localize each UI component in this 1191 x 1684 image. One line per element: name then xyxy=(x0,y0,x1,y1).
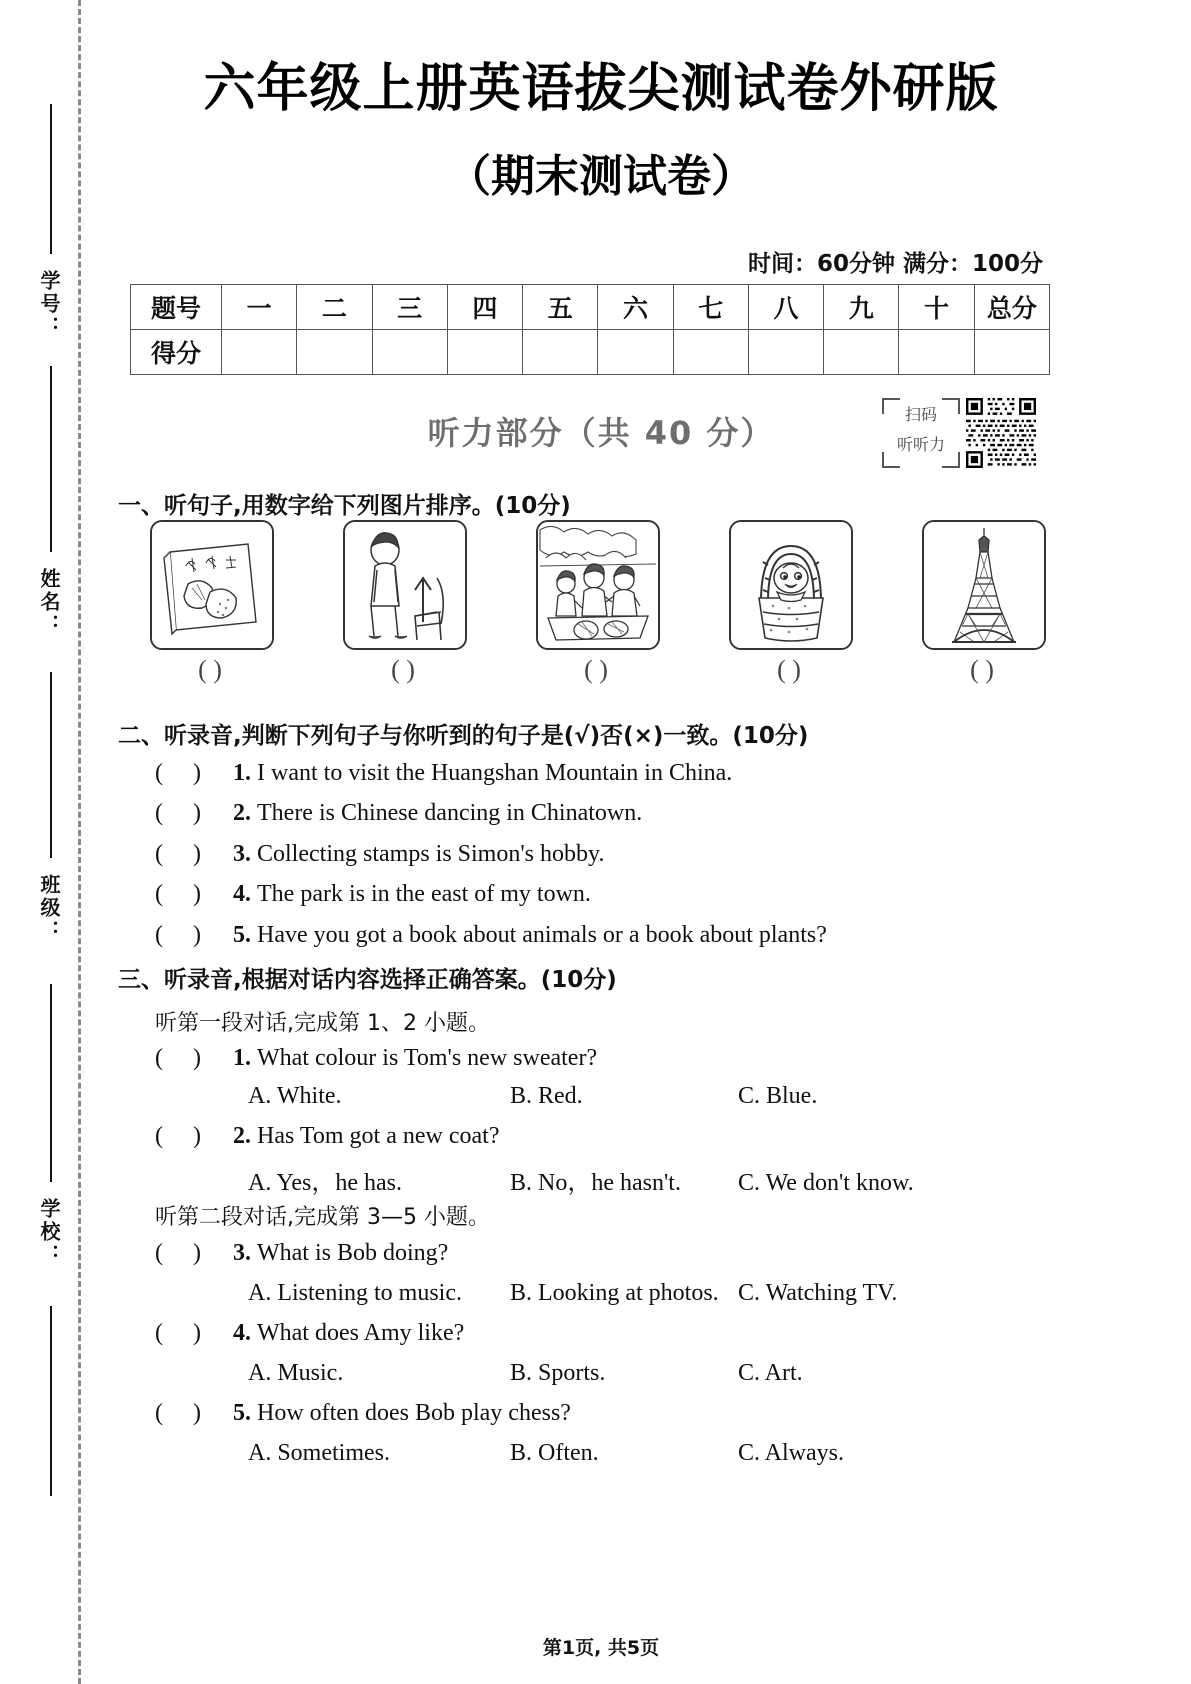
option-a[interactable]: A. White. xyxy=(248,1083,342,1109)
option-a[interactable]: A. Sometimes. xyxy=(248,1440,390,1466)
question-2-item-1[interactable] xyxy=(155,760,732,787)
qr-caption-line2: 听听力 xyxy=(896,435,945,454)
answer-slot-2[interactable]: ( ) xyxy=(391,655,415,684)
score-cell-1[interactable] xyxy=(222,330,297,375)
item-number: 3. xyxy=(233,841,251,867)
exam-meta-info: 时间：60分钟 满分：100分 xyxy=(747,251,1043,277)
question-3-item-1[interactable] xyxy=(155,1045,597,1072)
listening-section-banner: 听力部分（共 40 分） xyxy=(427,414,775,452)
option-a[interactable]: A. Listening to music. xyxy=(248,1280,462,1306)
answer-parenthesis[interactable]: ( ) xyxy=(155,760,201,786)
item-text: How often does Bob play chess? xyxy=(257,1400,571,1426)
item-text: What is Bob doing? xyxy=(257,1240,449,1266)
answer-parenthesis[interactable]: ( ) xyxy=(155,1320,201,1346)
score-cell-10[interactable] xyxy=(899,330,974,375)
item-number: 3. xyxy=(233,1240,251,1266)
question-3-item-5-options[interactable] xyxy=(248,1440,844,1467)
score-cell-3[interactable] xyxy=(372,330,447,375)
picture-children-picnic-outdoors[interactable] xyxy=(536,520,660,650)
score-cell-5[interactable] xyxy=(523,330,598,375)
question-2-item-3[interactable] xyxy=(155,841,604,868)
score-table-col-7: 七 xyxy=(673,285,748,330)
score-table-col-2: 二 xyxy=(297,285,372,330)
item-text: I want to visit the Huangshan Mountain in China. xyxy=(257,760,733,786)
option-c[interactable]: C. Art. xyxy=(738,1360,803,1386)
sidebar-label-name: 姓名： xyxy=(37,568,61,637)
item-text: Collecting stamps is Simon's hobby. xyxy=(257,841,605,867)
score-cell-total[interactable] xyxy=(974,330,1049,375)
item-text: The park is in the east of my town. xyxy=(257,881,591,907)
answer-slot-4[interactable]: ( ) xyxy=(777,655,801,684)
score-table-col-8: 八 xyxy=(748,285,823,330)
answer-parenthesis[interactable]: ( ) xyxy=(155,1240,201,1266)
question-3-item-1-options[interactable] xyxy=(248,1083,817,1110)
question-3-dialogue-2-instruction: 听第二段对话,完成第 3—5 小题。 xyxy=(155,1205,490,1230)
score-table-col-total: 总分 xyxy=(974,285,1049,330)
question-3-item-2[interactable] xyxy=(155,1123,499,1150)
picture-dragon-boat-festival-poster[interactable] xyxy=(150,520,274,650)
page-footer: 第1页, 共5页 xyxy=(542,1637,660,1659)
left-binding-strip xyxy=(0,0,96,1684)
side-rule xyxy=(50,366,52,552)
score-table-col-5: 五 xyxy=(523,285,598,330)
sidebar-label-class: 班级： xyxy=(37,874,61,943)
question-2-item-5[interactable] xyxy=(155,922,827,949)
score-cell-7[interactable] xyxy=(673,330,748,375)
item-number: 1. xyxy=(233,1045,251,1071)
question-3-item-3[interactable] xyxy=(155,1240,448,1267)
item-number: 4. xyxy=(233,881,251,907)
sidebar-label-school: 学校： xyxy=(37,1198,61,1267)
question-3-item-4-options[interactable] xyxy=(248,1360,803,1387)
side-rule xyxy=(50,1306,52,1496)
score-table-col-9: 九 xyxy=(824,285,899,330)
answer-parenthesis[interactable]: ( ) xyxy=(155,1045,201,1071)
item-text: Has Tom got a new coat? xyxy=(257,1123,500,1149)
question-1-heading: 一、听句子,用数字给下列图片排序。(10分) xyxy=(118,493,571,519)
score-table-col-6: 六 xyxy=(598,285,673,330)
item-number: 5. xyxy=(233,1400,251,1426)
item-number: 4. xyxy=(233,1320,251,1346)
option-a[interactable]: A. Yes，he has. xyxy=(248,1170,403,1196)
answer-parenthesis[interactable]: ( ) xyxy=(155,1123,201,1149)
question-2-item-2[interactable] xyxy=(155,800,642,827)
item-text: What does Amy like? xyxy=(257,1320,465,1346)
option-b[interactable]: B. Often. xyxy=(510,1440,599,1466)
score-cell-9[interactable] xyxy=(824,330,899,375)
option-a[interactable]: A. Music. xyxy=(248,1360,344,1386)
page-title: 六年级上册英语拔尖测试卷外研版 xyxy=(203,59,999,119)
score-table xyxy=(130,284,1050,375)
qr-caption xyxy=(882,400,960,466)
item-text: What colour is Tom's new sweater? xyxy=(257,1045,598,1071)
option-b[interactable]: B. Red. xyxy=(510,1083,583,1109)
page-subtitle: （期末测试卷） xyxy=(447,151,755,202)
question-3-item-5[interactable] xyxy=(155,1400,571,1427)
side-rule xyxy=(50,984,52,1182)
score-table-col-1: 一 xyxy=(222,285,297,330)
item-number: 5. xyxy=(233,922,251,948)
answer-slot-1[interactable]: ( ) xyxy=(198,655,222,684)
answer-slot-3[interactable]: ( ) xyxy=(584,655,608,684)
question-2-heading: 二、听录音,判断下列句子与你听到的句子是(√)否(×)一致。(10分) xyxy=(118,723,809,749)
answer-parenthesis[interactable]: ( ) xyxy=(155,1400,201,1426)
item-number: 2. xyxy=(233,800,251,826)
option-c[interactable]: C. Blue. xyxy=(738,1083,818,1109)
option-b[interactable]: B. No，he hasn't. xyxy=(510,1170,681,1196)
score-cell-4[interactable] xyxy=(447,330,522,375)
score-table-col-4: 四 xyxy=(447,285,522,330)
question-1-picture-row xyxy=(150,520,1040,650)
score-table-col-10: 十 xyxy=(899,285,974,330)
option-b[interactable]: B. Looking at photos. xyxy=(510,1280,719,1306)
question-2-item-4[interactable] xyxy=(155,881,591,908)
side-rule xyxy=(50,104,52,254)
option-c[interactable]: C. Always. xyxy=(738,1440,845,1466)
answer-parenthesis[interactable]: ( ) xyxy=(155,800,201,826)
question-3-item-3-options[interactable] xyxy=(248,1280,897,1307)
picture-bird-in-basket[interactable] xyxy=(729,520,853,650)
option-b[interactable]: B. Sports. xyxy=(510,1360,606,1386)
option-c[interactable]: C. We don't know. xyxy=(738,1170,914,1196)
table-row-question-numbers xyxy=(131,285,1050,330)
score-cell-8[interactable] xyxy=(748,330,823,375)
answer-slot-5[interactable]: ( ) xyxy=(970,655,994,684)
answer-parenthesis[interactable]: ( ) xyxy=(155,922,201,948)
answer-parenthesis[interactable]: ( ) xyxy=(155,881,201,907)
qr-code-icon[interactable] xyxy=(966,398,1036,468)
table-row-scores xyxy=(131,330,1050,375)
item-number: 2. xyxy=(233,1123,251,1149)
item-text: Have you got a book about animals or a book about plants? xyxy=(257,922,827,948)
qr-caption-line1: 扫码 xyxy=(904,405,937,424)
answer-parenthesis[interactable]: ( ) xyxy=(155,841,201,867)
question-3-item-4[interactable] xyxy=(155,1320,464,1347)
score-table-col-3: 三 xyxy=(372,285,447,330)
item-number: 1. xyxy=(233,760,251,786)
picture-eiffel-tower[interactable] xyxy=(922,520,1046,650)
qr-code-block[interactable] xyxy=(882,398,1052,470)
question-3-dialogue-1-instruction: 听第一段对话,完成第 1、2 小题。 xyxy=(155,1011,490,1036)
score-table-row-label: 题号 xyxy=(131,285,222,330)
question-1-answer-slots xyxy=(150,655,1040,685)
item-text: There is Chinese dancing in Chinatown. xyxy=(257,800,643,826)
score-table-row-label: 得分 xyxy=(131,330,222,375)
side-rule xyxy=(50,672,52,858)
score-cell-6[interactable] xyxy=(598,330,673,375)
sidebar-label-student-id: 学号： xyxy=(37,270,61,339)
score-cell-2[interactable] xyxy=(297,330,372,375)
picture-person-standing-by-chair[interactable] xyxy=(343,520,467,650)
dashed-cut-line xyxy=(78,0,81,1684)
option-c[interactable]: C. Watching TV. xyxy=(738,1280,898,1306)
question-3-heading: 三、听录音,根据对话内容选择正确答案。(10分) xyxy=(118,967,617,993)
question-3-item-2-options[interactable] xyxy=(248,1162,914,1197)
